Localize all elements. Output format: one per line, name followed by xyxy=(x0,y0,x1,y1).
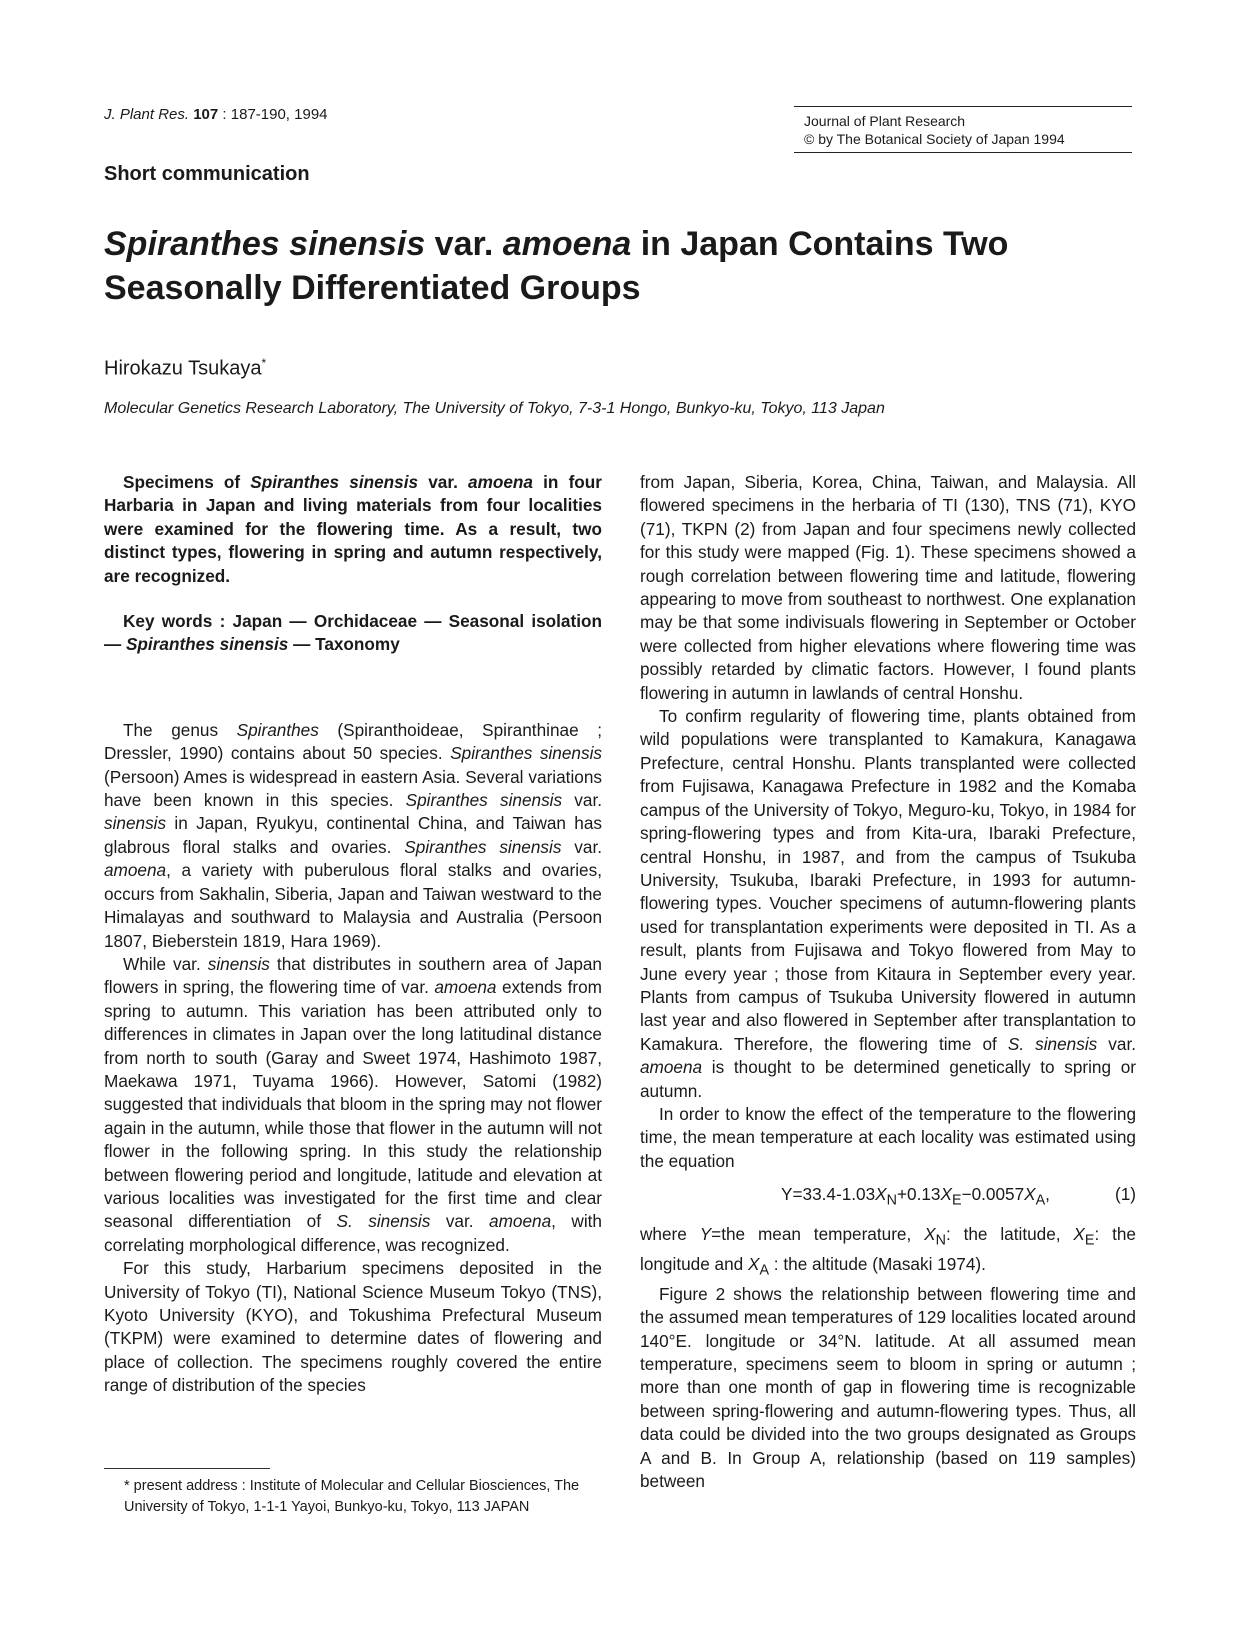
eq-var: X xyxy=(940,1184,952,1205)
text-seg: var. xyxy=(430,1211,490,1232)
eq-var: X xyxy=(875,1184,887,1205)
section-type: Short communication xyxy=(104,163,310,185)
italic-seg: amoena xyxy=(640,1057,703,1078)
volume: 107 xyxy=(193,106,219,123)
italic-seg: amoena xyxy=(104,860,167,881)
text-seg: var. xyxy=(1097,1033,1136,1054)
paragraph-r5: Figure 2 shows the relationship between flowering time and the assumed mean temperatures of 129 localities located around 140°E. longitude or 34°N. latitude. At all assumed mean temperature, specimens seem to bloom in spring or autumn ; more than one month of gap in flowering time is recognizable between spring-flowering and autumn-flowering types. Thus, all data could be divided into the two groups designated as Groups A and B. In Group A, relationship (based on 119 samples) between xyxy=(640,1283,1136,1491)
abstract xyxy=(104,471,602,657)
text-seg: extends from spring to autumn. This variation has been attributed only to differences in climates in Japan over the long latitudinal distance from north to south (Garay and Sweet 1974, Hashimoto 1987, Maekawa 1971, Tuyama 1966). However, Satomi (1982) suggested that individuals that bloom in the spring may not flower again in the autumn, while those that flower in the autumn will not flower in the following spring. In this study the relationship between flowering period and longitude, latitude and elevation at various localities was investigated for the first time and clear seasonal differentiation of xyxy=(104,977,602,1232)
paragraph-r1: from Japan, Siberia, Korea, China, Taiwan, and Malaysia. All flowered specimens in the herbaria of TI (130), TNS (71), KYO (71), TKPN (2) from Japan and four specimens newly collected for this study were mapped (Fig. 1). These specimens showed a rough correlation between flowering time and latitude, flowering appearing to move from southeast to northwest. One explanation may be that some indivisuals flowering in September or October were collected from higher elevations where flowering time was possibly retarded by climatic factors. However, I found plants flowering in autumn in lawlands of central Honshu. xyxy=(640,472,1136,703)
journal-citation xyxy=(104,106,328,123)
text-seg: that distributes in southern area of Japan flowers in spring, the flowering time of var. xyxy=(104,953,602,998)
text-seg: (Persoon) Ames is widespread in eastern Asia. Several variations have been known in this species. xyxy=(104,766,602,811)
italic-seg: sinensis xyxy=(104,813,167,834)
paragraph-r3: In order to know the effect of the temperature to the flowering time, the mean temperature at each locality was estimated using the equation xyxy=(640,1103,1136,1171)
text-seg: To confirm regularity of flowering time, plants obtained from wild populations were transplanted to Kamakura, Kanagawa Prefecture, central Honshu. Plants transplanted were collected from Fujisawa, Kanagawa Prefecture in 1982 and the Komaba campus of the University of Tokyo, Meguro-ku, Tokyo, in 1984 for spring-flowering types and from Kita-ura, Ibaraki Prefecture, central Honshu, in 1987, and from the campus of Tsukuba University, Tsukuba, Ibaraki Prefecture, in 1993 for autumn-flowering types. Voucher specimens of autumn-flowering plants used for transplantation experiments were deposited in TI. As a result, plants from Fujisawa and Tokyo flowered from May to June every year ; those from Kitaura in September every year. Plants from campus of Tsukuba University flowered in autumn last year and also flowered in September after transplantation to Kamakura. Therefore, the flowering time of xyxy=(640,706,1136,1054)
paragraph-r4 xyxy=(640,1223,1136,1283)
journal-abbrev: J. Plant Res. xyxy=(104,106,190,123)
title-rest: in Japan Contains Two Seasonally Differentiated Groups xyxy=(104,225,1009,307)
text-seg: var. xyxy=(561,836,603,857)
text-seg: While var. xyxy=(123,953,208,974)
keywords xyxy=(104,610,602,657)
equation xyxy=(640,1173,1136,1223)
italic-seg: X xyxy=(748,1253,760,1274)
italic-seg: X xyxy=(1073,1224,1085,1245)
copyright-notice: © by The Botanical Society of Japan 1994 xyxy=(804,131,1065,147)
keywords-species: Spiranthes sinensis xyxy=(125,634,289,655)
sub-seg: E xyxy=(1084,1232,1095,1249)
footnote: * present address : Institute of Molecular and Cellular Biosciences, The University of Tokyo, 1-1-1 Yayoi, Bunkyo-ku, Tokyo, 113 JAPAN xyxy=(124,1478,580,1515)
eq-seg: Y=33.4-1.03 xyxy=(781,1184,876,1205)
text-seg: =the mean temperature, xyxy=(711,1224,925,1245)
article-title xyxy=(104,222,1104,310)
author xyxy=(104,356,266,381)
italic-seg: amoena xyxy=(434,977,497,998)
text-seg: is thought to be determined genetically to spring or autumn. xyxy=(640,1057,1136,1101)
eq-sub: A xyxy=(1035,1192,1046,1209)
text-seg: where xyxy=(640,1224,700,1245)
italic-seg: sinensis xyxy=(207,953,270,974)
italic-seg: S. sinensis xyxy=(336,1211,431,1232)
eq-sub: N xyxy=(886,1192,897,1209)
paragraph-r2 xyxy=(640,705,1136,1103)
italic-seg: Spiranthes xyxy=(236,719,319,740)
paragraph-2 xyxy=(104,953,602,1257)
eq-var: X xyxy=(1024,1184,1036,1205)
italic-seg: Y xyxy=(699,1224,712,1245)
author-footnote-mark: * xyxy=(261,356,267,370)
eq-sub: E xyxy=(951,1192,962,1209)
eq-seg: , xyxy=(1045,1184,1050,1205)
left-column xyxy=(104,471,602,1398)
text-seg: The genus xyxy=(123,719,237,740)
eq-seg: +0.13 xyxy=(897,1184,941,1205)
sub-seg: N xyxy=(935,1232,946,1249)
abstract-variety: amoena xyxy=(468,472,533,492)
text-seg: var. xyxy=(562,790,603,811)
abstract-seg: in four Harbaria in Japan and living materials from four localities were examined for the flowering time. As a result, two distinct types, flowering in spring and autumn respectively, are recognized. xyxy=(104,472,602,586)
abstract-species: Spiranthes sinensis xyxy=(250,472,419,492)
pages-year: : 187-190, 1994 xyxy=(222,106,328,123)
paragraph-1 xyxy=(104,719,602,953)
text-seg: in Japan, Ryukyu, continental China, and Taiwan has glabrous floral stalks and ovaries. xyxy=(104,813,602,857)
abstract-seg: Specimens of xyxy=(123,472,251,492)
keywords-seg: Key words : Japan — Orchidaceae — Seasonal isolation — xyxy=(104,611,602,655)
title-variety: amoena xyxy=(502,225,632,263)
italic-seg: X xyxy=(924,1224,936,1245)
text-seg: : the longitude and xyxy=(640,1224,1136,1274)
sub-seg: A xyxy=(759,1262,770,1279)
text-seg: (Spiranthoideae, Spiranthinae ; Dressler, 1990) contains about 50 species. xyxy=(104,719,603,764)
italic-seg: S. sinensis xyxy=(1007,1033,1098,1054)
text-seg: : the latitude, xyxy=(945,1224,1074,1245)
right-column xyxy=(640,471,1136,1493)
author-name: Hirokazu Tsukaya xyxy=(104,357,262,380)
affiliation: Molecular Genetics Research Laboratory, The University of Tokyo, 7-3-1 Hongo, Bunkyo-ku, Tokyo, 113 Japan xyxy=(104,400,885,417)
title-species: Spiranthes sinensis xyxy=(104,225,426,263)
abstract-text xyxy=(104,471,602,588)
journal-name: Journal of Plant Research xyxy=(804,113,966,129)
text-seg: , a variety with puberulous floral stalks and ovaries, occurs from Sakhalin, Siberia, Japan and Taiwan westward to the Himalayas and southward to Malaysia and Australia (Persoon 1807, Bieberstein 1819, Hara 1969). xyxy=(104,860,602,951)
italic-seg: Spiranthes sinensis xyxy=(404,836,562,857)
italic-seg: Spiranthes sinensis xyxy=(450,743,602,764)
journal-box xyxy=(794,106,1132,153)
paragraph-3: For this study, Harbarium specimens deposited in the University of Tokyo (TI), National Science Museum Tokyo (TNS), Kyoto University (KYO), and Tokushima Prefectural Museum (TKPM) were examined to determine dates of flowering and place of collection. The specimens roughly covered the entire range of distribution of the species xyxy=(104,1258,602,1396)
text-seg: , with correlating morphological difference, was recognized. xyxy=(104,1211,602,1255)
keywords-seg: — Taxonomy xyxy=(288,634,400,655)
text-seg: : the altitude (Masaki 1974). xyxy=(769,1253,986,1274)
italic-seg: amoena xyxy=(489,1211,552,1232)
italic-seg: Spiranthes sinensis xyxy=(405,790,563,811)
title-var: var. xyxy=(425,225,503,263)
eq-seg: −0.0057 xyxy=(961,1184,1025,1205)
abstract-seg: var. xyxy=(418,472,469,492)
equation-number: (1) xyxy=(1114,1184,1136,1205)
footnote-rule xyxy=(104,1468,270,1469)
